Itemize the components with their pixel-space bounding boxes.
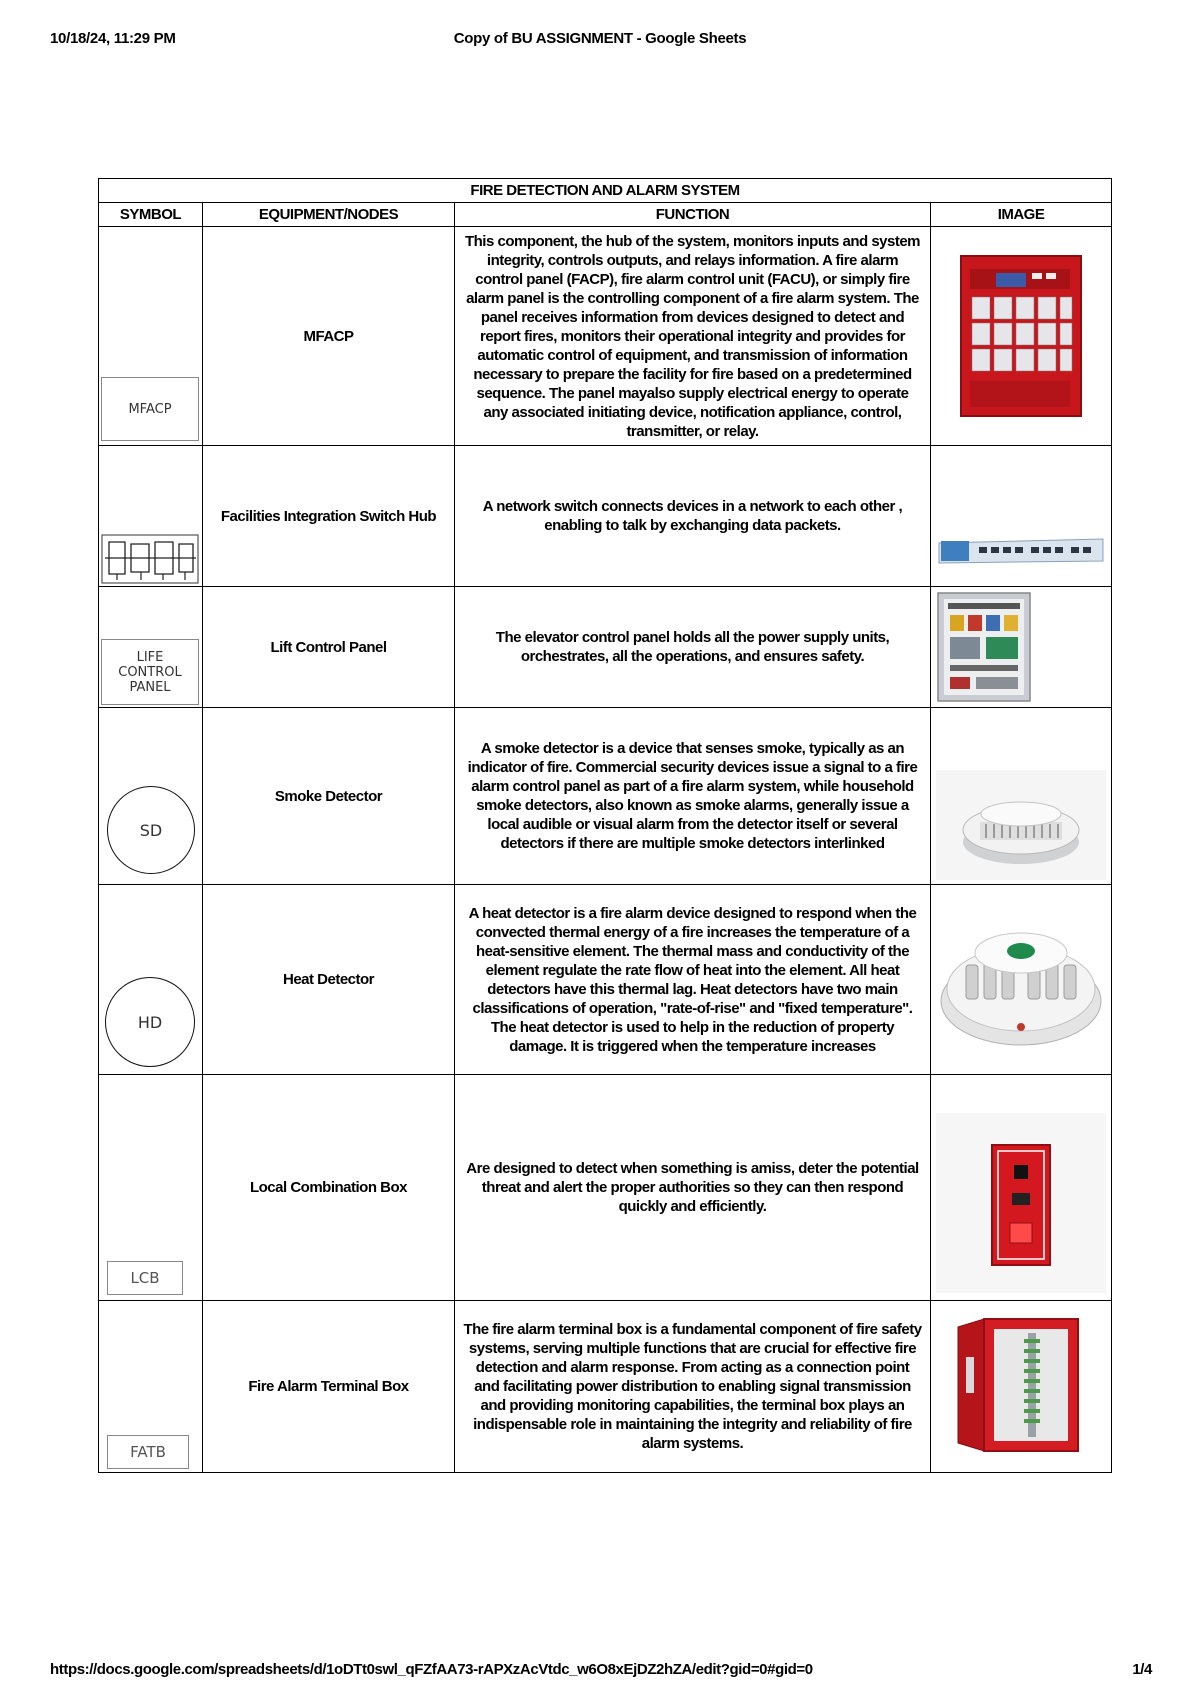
- column-header-image: IMAGE: [931, 203, 1112, 227]
- column-header-function: FUNCTION: [455, 203, 931, 227]
- symbol-cell: [99, 227, 203, 446]
- elevator-control-cabinet-icon: [936, 591, 1032, 703]
- table-row: [99, 885, 1112, 1075]
- symbol-cell: [99, 587, 203, 708]
- smoke-detector-symbol: SD: [107, 786, 195, 874]
- function-cell: Are designed to detect when something is amiss, deter the potential threat and alert the proper authorities so they can then respond quickly and efficiently.: [455, 1075, 931, 1301]
- function-cell: A heat detector is a fire alarm device designed to respond when the convected thermal energy of a fire increases the temperature of a heat-sensitive element. The thermal mass and conductivity of the element regulate the rate flow of heat into the element. All heat detectors have this thermal lag. Heat detectors have two main classifications of operation, "rate-of-rise" and "fixed temperature". The heat detector is used to help in the reduction of property damage. It is triggered when the temperature increases: [455, 885, 931, 1075]
- table-row: [99, 587, 1112, 708]
- table-row: [99, 1075, 1112, 1301]
- equipment-cell: MFACP: [203, 227, 455, 446]
- image-cell: [931, 708, 1112, 885]
- lcb-symbol: LCB: [107, 1261, 183, 1295]
- print-page-number: 1/4: [1132, 1661, 1152, 1678]
- column-header-symbol: SYMBOL: [99, 203, 203, 227]
- function-cell: The elevator control panel holds all the power supply units, orchestrates, all the operations, and ensures safety.: [455, 587, 931, 708]
- symbol-cell: [99, 446, 203, 587]
- column-header-equipment: EQUIPMENT/NODES: [203, 203, 455, 227]
- function-cell: This component, the hub of the system, monitors inputs and system integrity, controls outputs, and relays information. A fire alarm control panel (FACP), fire alarm control unit (FACU), or simply fire alarm panel is the controlling component of a fire alarm system. The panel receives information from devices designed to detect and report fires, monitors their operational integrity and provides for automatic control of equipment, and transmission of information necessary to prepare the facility for fire based on a predetermined sequence. The panel mayalso supply electrical energy to operate any associated initiating device, notification appliance, control, transmitter, or relay.: [455, 227, 931, 446]
- image-cell: [931, 227, 1112, 446]
- equipment-cell: Heat Detector: [203, 885, 455, 1075]
- function-cell: A network switch connects devices in a network to each other , enabling to talk by exchanging data packets.: [455, 446, 931, 587]
- terminal-box-icon: [954, 1317, 1084, 1457]
- image-cell: [931, 1301, 1112, 1473]
- smoke-detector-icon: [936, 770, 1106, 880]
- table-row: [99, 1301, 1112, 1473]
- switch-hub-symbol-icon: [101, 534, 199, 584]
- symbol-cell: [99, 1301, 203, 1473]
- heat-detector-icon: [936, 905, 1106, 1055]
- mfacp-symbol: MFACP: [101, 377, 199, 441]
- table-title: FIRE DETECTION AND ALARM SYSTEM: [99, 179, 1112, 203]
- equipment-cell: Fire Alarm Terminal Box: [203, 1301, 455, 1473]
- equipment-cell: Local Combination Box: [203, 1075, 455, 1301]
- image-cell: [931, 446, 1112, 587]
- image-cell: [931, 885, 1112, 1075]
- combination-box-icon: [936, 1113, 1106, 1293]
- fire-alarm-equipment-table: [98, 178, 1112, 1473]
- network-switch-icon: [935, 533, 1107, 569]
- symbol-cell: [99, 708, 203, 885]
- print-datetime: 10/18/24, 11:29 PM: [50, 30, 176, 47]
- table-row: [99, 227, 1112, 446]
- fire-alarm-control-panel-icon: [956, 251, 1086, 421]
- symbol-cell: [99, 1075, 203, 1301]
- function-cell: A smoke detector is a device that senses smoke, typically as an indicator of fire. Commercial security devices issue a signal to a fire alarm control panel as part of a fire alarm system, while household smoke detectors, also known as smoke alarms, generally issue a local audible or visual alarm from the detector itself or several detectors if there are multiple smoke detectors interlinked: [455, 708, 931, 885]
- function-cell: The fire alarm terminal box is a fundamental component of fire safety systems, serving multiple functions that are crucial for effective fire detection and alarm response. From acting as a connection point and facilitating power distribution to enabling signal transmission and providing monitoring capabilities, the terminal box plays an indispensable role in maintaining the integrity and reliability of fire alarm systems.: [455, 1301, 931, 1473]
- print-url: https://docs.google.com/spreadsheets/d/1oDTt0swl_qFZfAA73-rAPXzAcVtdc_w6O8xEjDZ2hZA/edit?gid=0#gid=0: [50, 1661, 813, 1678]
- table-row: [99, 446, 1112, 587]
- lift-control-panel-symbol: LIFE CONTROL PANEL: [101, 639, 199, 705]
- print-page-title: Copy of BU ASSIGNMENT - Google Sheets: [453, 30, 747, 47]
- image-cell: [931, 587, 1112, 708]
- equipment-cell: Lift Control Panel: [203, 587, 455, 708]
- heat-detector-symbol: HD: [105, 977, 195, 1067]
- fatb-symbol: FATB: [107, 1435, 189, 1469]
- table-row: [99, 708, 1112, 885]
- equipment-cell: Facilities Integration Switch Hub: [203, 446, 455, 587]
- image-cell: [931, 1075, 1112, 1301]
- symbol-cell: [99, 885, 203, 1075]
- equipment-cell: Smoke Detector: [203, 708, 455, 885]
